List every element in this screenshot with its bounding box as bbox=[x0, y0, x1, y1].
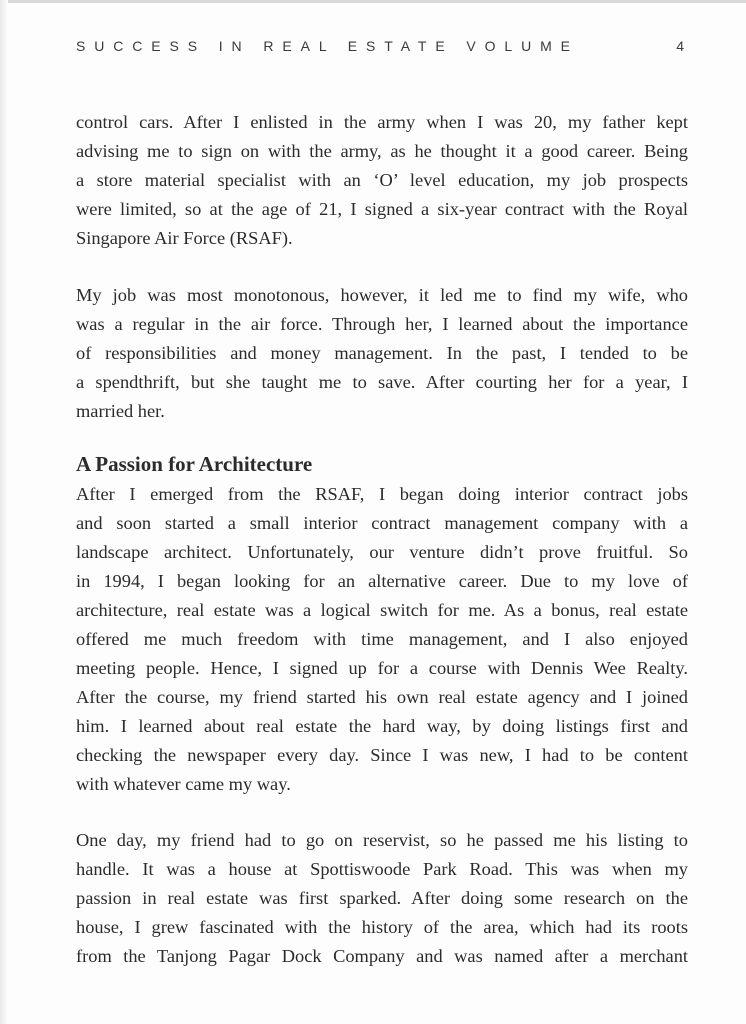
text-line: My job was most monotonous, however, it led me to find my wife, who bbox=[76, 285, 688, 305]
text-line: landscape architect. Unfortunately, our venture didn’t prove fruitful. So bbox=[76, 542, 688, 562]
text-line: passion in real estate was first sparked. After doing some research on the bbox=[76, 888, 688, 908]
text-line: offered me much freedom with time management, and I also enjoyed bbox=[76, 629, 688, 649]
text-line: him. I learned about real estate the hard way, by doing listings first and bbox=[76, 716, 688, 736]
page-number: 4 bbox=[676, 38, 684, 54]
text-line: of responsibilities and money management. In the past, I tended to be bbox=[76, 343, 688, 363]
text-line: a store material specialist with an ‘O’ level education, my job prospects bbox=[76, 170, 688, 190]
text-line: advising me to sign on with the army, as he thought it a good career. Being bbox=[76, 141, 688, 161]
page-gutter bbox=[0, 0, 8, 1024]
paragraph-4 bbox=[76, 826, 688, 971]
text-line: control cars. After I enlisted in the army when I was 20, my father kept bbox=[76, 112, 688, 132]
text-line: were limited, so at the age of 21, I signed a six-year contract with the Royal bbox=[76, 199, 688, 219]
paragraph-2 bbox=[76, 281, 688, 426]
running-header bbox=[76, 38, 686, 54]
text-line: meeting people. Hence, I signed up for a course with Dennis Wee Realty. bbox=[76, 658, 688, 678]
text-line: in 1994, I began looking for an alternative career. Due to my love of bbox=[76, 571, 688, 591]
text-line: house, I grew fascinated with the history of the area, which had its roots bbox=[76, 917, 688, 937]
text-line: One day, my friend had to go on reservist, so he passed me his listing to bbox=[76, 830, 688, 850]
text-line: and soon started a small interior contract management company with a bbox=[76, 513, 688, 533]
text-line: from the Tanjong Pagar Dock Company and was named after a merchant bbox=[76, 946, 688, 966]
paragraph-1 bbox=[76, 108, 688, 253]
top-edge bbox=[0, 0, 746, 3]
text-line: married her. bbox=[76, 401, 165, 421]
text-line: a spendthrift, but she taught me to save. After courting her for a year, I bbox=[76, 372, 688, 392]
text-line: with whatever came my way. bbox=[76, 774, 291, 794]
paragraph-3 bbox=[76, 480, 688, 799]
text-line: was a regular in the air force. Through her, I learned about the importance bbox=[76, 314, 688, 334]
running-title: SUCCESS IN REAL ESTATE VOLUME bbox=[76, 38, 579, 54]
text-line: After the course, my friend started his own real estate agency and I joined bbox=[76, 687, 688, 707]
text-line: handle. It was a house at Spottiswoode Park Road. This was when my bbox=[76, 859, 688, 879]
text-line: Singapore Air Force (RSAF). bbox=[76, 228, 293, 248]
section-heading: A Passion for Architecture bbox=[76, 452, 313, 476]
text-line: architecture, real estate was a logical switch for me. As a bonus, real estate bbox=[76, 600, 688, 620]
text-line: After I emerged from the RSAF, I began doing interior contract jobs bbox=[76, 484, 688, 504]
text-line: checking the newspaper every day. Since I was new, I had to be content bbox=[76, 745, 688, 765]
